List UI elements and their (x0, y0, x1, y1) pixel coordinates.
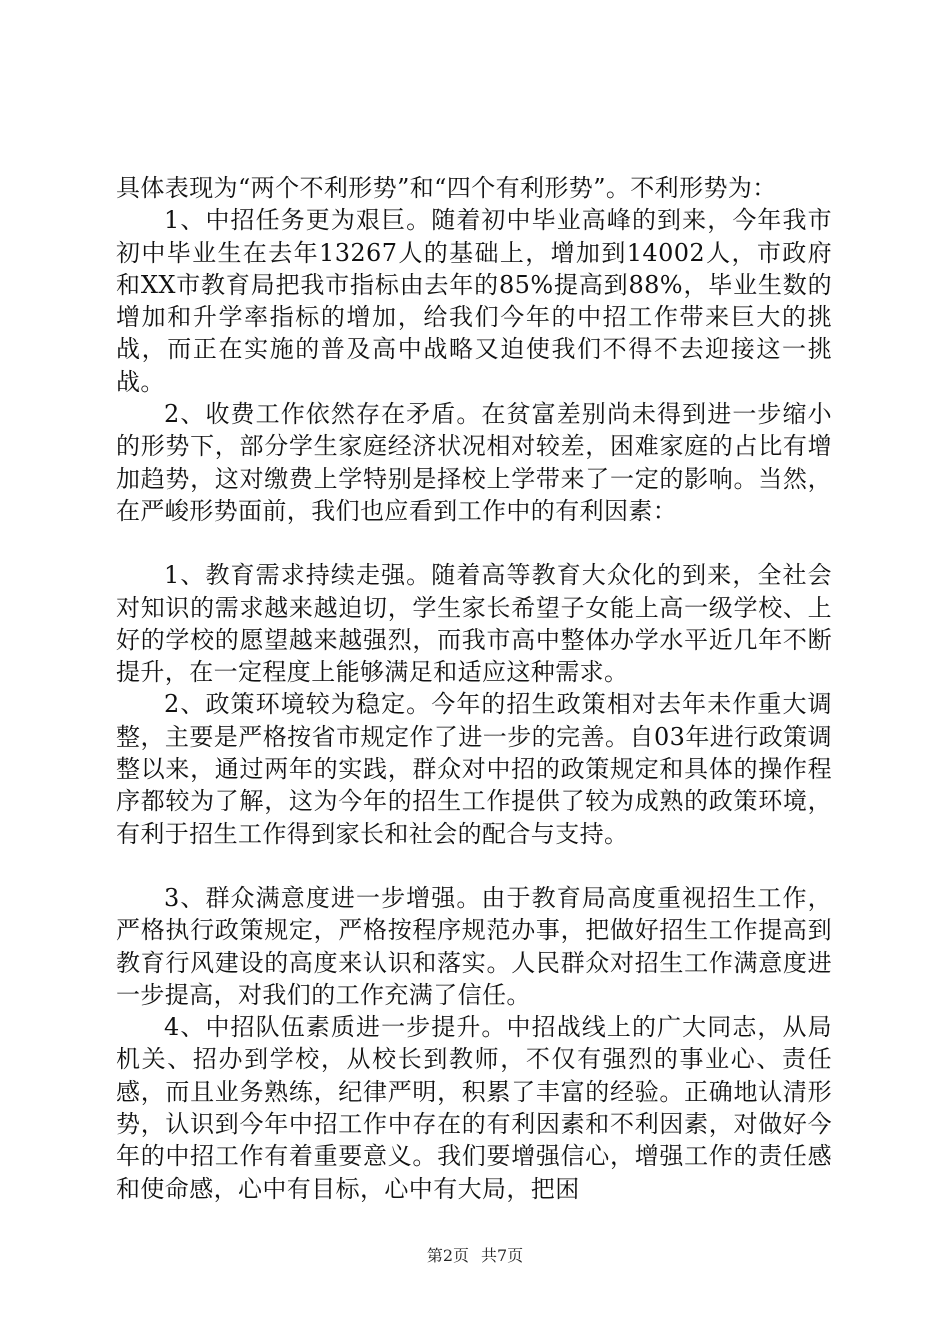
paragraph-favorable-3: 3、群众满意度进一步增强。由于教育局高度重视招生工作，严格执行政策规定，严格按程序规范办事，把做好招生工作提高到教育行风建设的高度来认识和落实。人民群众对招生工作满意度进一步提高，对我们的工作充满了信任。 (116, 883, 832, 1009)
paragraph-favorable-4: 4、中招队伍素质进一步提升。中招战线上的广大同志，从局机关、招办到学校，从校长到教师，不仅有强烈的事业心、责任感，而且业务熟练，纪律严明，积累了丰富的经验。正确地认清形势，认识到今年中招工作中存在的有利因素和不利因素，对做好今年的中招工作有着重要意义。我们要增强信心，增强工作的责任感和使命感，心中有目标，心中有大局，把困 (116, 1013, 832, 1203)
page-total: 共7页 (481, 1246, 524, 1265)
page-footer (0, 1244, 950, 1268)
page-number: 第2页 (426, 1246, 469, 1265)
paragraph-unfavorable-1: 1、中招任务更为艰巨。随着初中毕业高峰的到来，今年我市初中毕业生在去年13267人的基础上，增加到14002人，市政府和XX市教育局把我市指标由去年的85%提高到88%，毕业生数的增加和升学率指标的增加，给我们今年的中招工作带来巨大的挑战，而正在实施的普及高中战略又迫使我们不得不去迎接这一挑战。 (116, 206, 832, 396)
paragraph-unfavorable-2: 2、收费工作依然存在矛盾。在贫富差别尚未得到进一步缩小的形势下，部分学生家庭经济状况相对较差，困难家庭的占比有增加趋势，这对缴费上学特别是择校上学带来了一定的影响。当然，在严峻形势面前，我们也应看到工作中的有利因素： (116, 400, 832, 525)
paragraph-favorable-1: 1、教育需求持续走强。随着高等教育大众化的到来，全社会对知识的需求越来越迫切，学生家长希望子女能上高一级学校、上好的学校的愿望越来越强烈，而我市高中整体办学水平近几年不断提升，在一定程度上能够满足和适应这种需求。 (116, 561, 832, 687)
paragraph-intro: 具体表现为“两个不利形势”和“四个有利形势”。不利形势为： (116, 174, 777, 202)
paragraph-favorable-2: 2、政策环境较为稳定。今年的招生政策相对去年未作重大调整，主要是严格按省市规定作了进一步的完善。自03年进行政策调整以来，通过两年的实践，群众对中招的政策规定和具体的操作程序都较为了解，这为今年的招生工作提供了较为成熟的政策环境，有利于招生工作得到家长和社会的配合与支持。 (116, 690, 832, 848)
document-body (116, 172, 832, 1205)
